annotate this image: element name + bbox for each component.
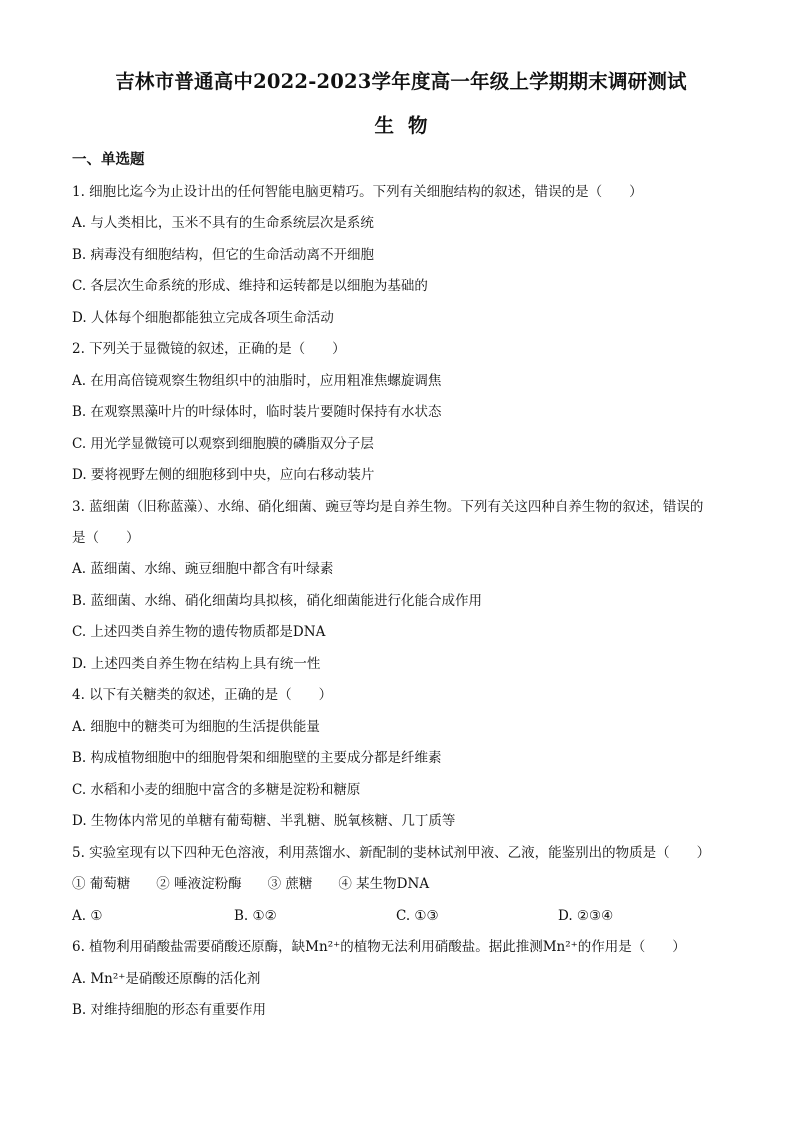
option-d: D. 生物体内常见的单糖有葡萄糖、半乳糖、脱氧核糖、几丁质等 (72, 813, 456, 829)
option-a: A. 细胞中的糖类可为细胞的生活提供能量 (72, 718, 320, 735)
substance-item: ④ 某生物DNA (338, 876, 430, 892)
option-d: D. 人体每个细胞都能独立完成各项生命活动 (72, 309, 334, 326)
option-a: A. ① (72, 907, 103, 924)
option-b: B. 病毒没有细胞结构，但它的生命活动离不开细胞 (72, 246, 375, 263)
question-3 (72, 497, 730, 674)
question-stem: 6. 植物利用硝酸盐需要硝酸还原酶，缺Mn²⁺的植物无法利用硝酸盐。据此推测Mn²⁺的作用是（ ） (72, 939, 686, 955)
substance-list (72, 874, 730, 894)
option-b: B. 在观察黑藻叶片的叶绿体时，临时装片要随时保持有水状态 (72, 404, 442, 420)
subject-title: 生物 (374, 114, 442, 137)
option-a: A. Mn²⁺是硝酸还原酶的活化剂 (72, 970, 261, 987)
question-2 (72, 339, 730, 485)
question-stem: 1. 细胞比迄今为止设计出的任何智能电脑更精巧。下列有关细胞结构的叙述，错误的是（ ） (72, 183, 643, 200)
question-5 (72, 843, 730, 926)
question-stem: 3. 蓝细菌（旧称蓝藻）、水绵、硝化细菌、豌豆等均是自养生物。下列有关这四种自养生物的叙述，错误的 (72, 498, 704, 515)
question-stem: 5. 实验室现有以下四种无色溶液，利用蒸馏水、新配制的斐林试剂甲液、乙液，能鉴别出的物质是（ ） (72, 844, 711, 861)
substance-item: ③ 蔗糖 (267, 876, 313, 892)
option-d: D. 要将视野左侧的细胞移到中央，应向右移动装片 (72, 467, 375, 483)
option-d: D. ②③④ (558, 907, 614, 924)
option-c: C. 上述四类自养生物的遗传物质都是DNA (72, 624, 326, 640)
question-stem-continued: 是（ ） (72, 529, 140, 546)
option-a: A. 在用高倍镜观察生物组织中的油脂时，应用粗准焦螺旋调焦 (72, 372, 442, 389)
option-row (72, 906, 730, 926)
option-c: C. 用光学显微镜可以观察到细胞膜的磷脂双分子层 (72, 435, 374, 452)
option-b: B. 构成植物细胞中的细胞骨架和细胞壁的主要成分都是纤维素 (72, 750, 442, 766)
option-b: B. ①② (234, 907, 277, 924)
substance-item: ② 唾液淀粉酶 (156, 876, 242, 892)
option-c: C. ①③ (396, 907, 439, 924)
option-c: C. 水稻和小麦的细胞中富含的多糖是淀粉和糖原 (72, 781, 361, 798)
question-1 (72, 182, 730, 328)
option-a: A. 蓝细菌、水绵、豌豆细胞中都含有叶绿素 (72, 561, 334, 577)
question-4 (72, 685, 730, 831)
option-a: A. 与人类相比，玉米不具有的生命系统层次是系统 (72, 215, 374, 231)
question-stem: 4. 以下有关糖类的叙述，正确的是（ ） (72, 687, 333, 703)
question-6 (72, 937, 730, 1020)
option-b: B. 对维持细胞的形态有重要作用 (72, 1002, 267, 1018)
section-heading: 一、单选题 (72, 151, 145, 168)
question-stem: 2. 下列关于显微镜的叙述，正确的是（ ） (72, 341, 346, 357)
exam-title: 吉林市普通高中2022-2023学年度高一年级上学期期末调研测试 (115, 70, 687, 93)
substance-item: ① 葡萄糖 (72, 876, 131, 892)
option-d: D. 上述四类自养生物在结构上具有统一性 (72, 655, 321, 672)
option-b: B. 蓝细菌、水绵、硝化细菌均具拟核，硝化细菌能进行化能合成作用 (72, 592, 483, 609)
option-c: C. 各层次生命系统的形成、维持和运转都是以细胞为基础的 (72, 278, 428, 294)
